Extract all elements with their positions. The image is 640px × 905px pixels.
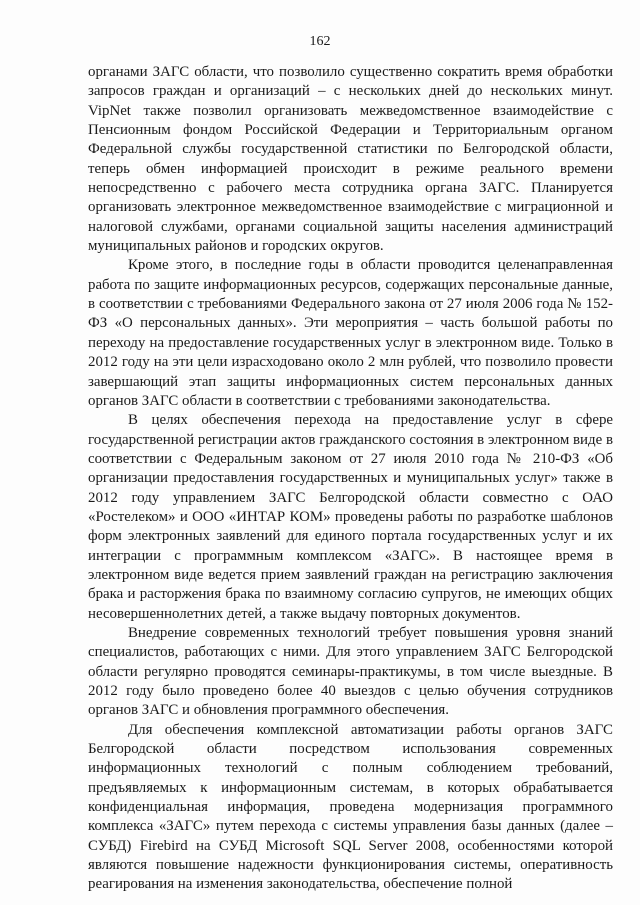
page-number: 162 — [309, 34, 331, 49]
paragraph-2: Кроме этого, в последние годы в области проводится целенаправленная работа по защите информационных ресурсов, содержащих персональные данные, в соответствии с требованиями Федерального закона от 27 июля 2006 года № 152-ФЗ «О персональных данных». Эти мероприятия – часть большой работы по переходу на предоставление государственных услуг в электронном виде. Только в 2012 году на эти цели израсходовано около 2 млн рублей, что позволило провести завершающий этап защиты информационных систем персональных данных органов ЗАГС области в соответствии с требованиями законодательства. — [88, 257, 613, 409]
paragraph-3: В целях обеспечения перехода на предоставление услуг в сфере государственной регистрации актов гражданского состояния в электронном виде в соответствии с Федеральным законом от 27 июля 2010 года № 210-ФЗ «Об организации предоставления государственных и муниципальных услуг» также в 2012 году управлением ЗАГС Белгородской области совместно с ОАО «Ростелеком» и ООО «ИНТАР КОМ» проведены работы по разработке шаблонов форм электронных заявлений для единого портала государственных услуг и их интеграции с программным комплексом «ЗАГС». В настоящее время в электронном виде ведется прием заявлений граждан на регистрацию заключения брака и расторжения брака по взаимному согласию супругов, не имеющих общих несовершеннолетних детей, а также выдачу повторных документов. — [88, 412, 613, 622]
paragraph-1: органами ЗАГС области, что позволило существенно сократить время обработки запросов граждан и организаций – с нескольких дней до нескольких минут. VipNet также позволил организовать межведомственное взаимодействие с Пенсионным фондом Российской Федерации и Территориальным органом Федеральной службы государственной статистики по Белгородской области, теперь обмен информацией происходит в режиме реального времени непосредственно с рабочего места сотрудника органа ЗАГС. Планируется организовать электронное межведомственное взаимодействие с миграционной и налоговой службами, органами социальной защиты населения администраций муниципальных районов и городских округов. — [88, 64, 613, 255]
paragraph-4: Внедрение современных технологий требует повышения уровня знаний специалистов, работающих с ними. Для этого управлением ЗАГС Белгородской области регулярно проводятся семинары-практикумы, в том числе выездные. В 2012 году было проведено более 40 выездов с целью обучения сотрудников органов ЗАГС и обновления программного обеспечения. — [88, 624, 613, 719]
paragraph-5: Для обеспечения комплексной автоматизации работы органов ЗАГС Белгородской области посредством использования современных информационных технологий с полным соблюдением требований, предъявляемых к информационным системам, в которых обрабатывается конфиденциальная информация, проведена модернизация программного комплекса «ЗАГС» путем перехода с системы управления базы данных (далее – СУБД) Firebird на СУБД Microsoft SQL Server 2008, особенностями которой являются повышение надежности функционирования системы, оперативность реагирования на изменения законодательства, обеспечение полной — [88, 721, 613, 893]
body-text — [88, 63, 613, 895]
